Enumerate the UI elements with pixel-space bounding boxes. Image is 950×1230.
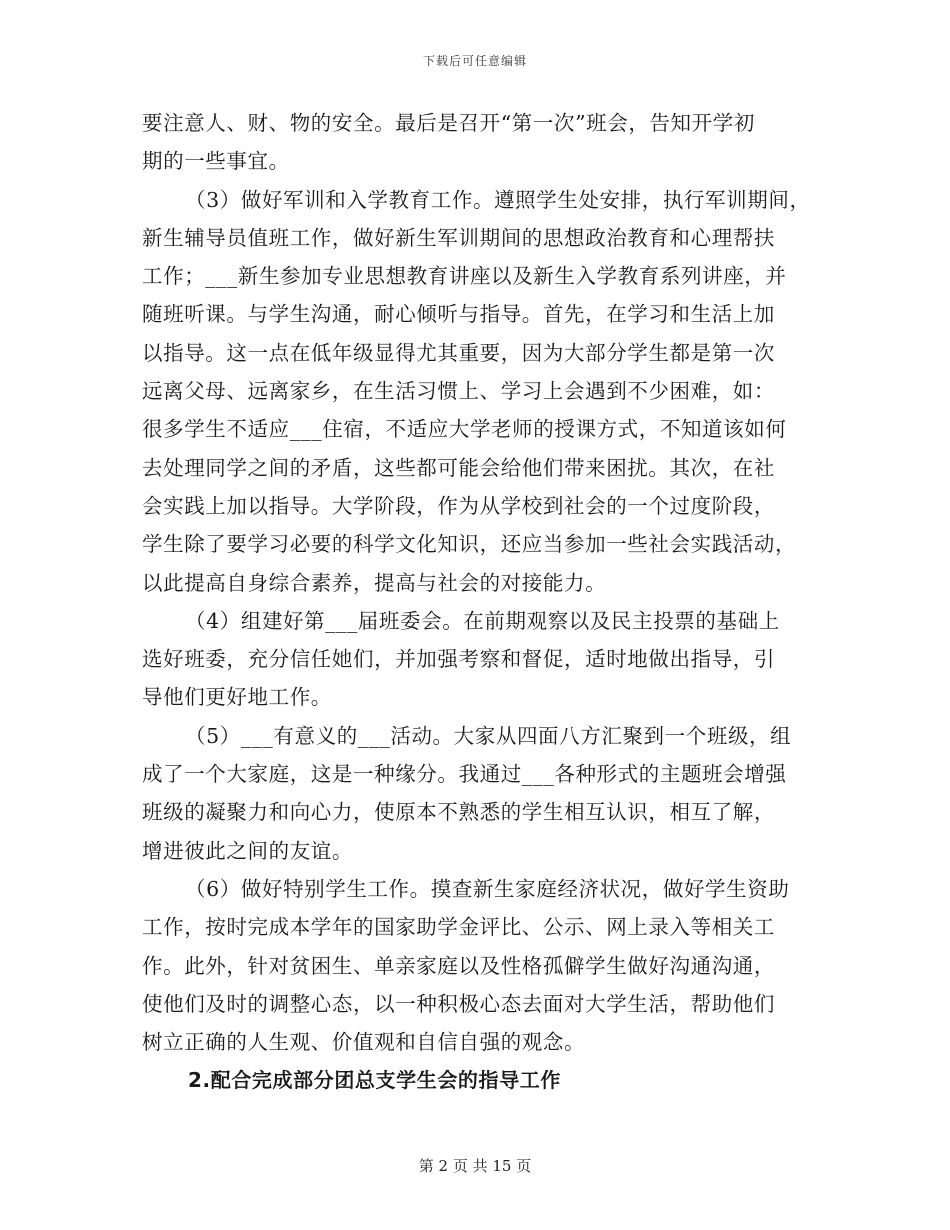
text-line: 使他们及时的调整心态，以一种积极心态去面对大学生活，帮助他们	[142, 991, 775, 1016]
text-line: 期的一些事宜。	[142, 149, 290, 174]
text-line: 学生除了要学习必要的科学文化知识，还应当参加一些社会实践活动，	[142, 532, 797, 557]
paragraph-3-start: （3）做好军训和入学教育工作。遵照学生处安排，执行军训期间，	[185, 187, 811, 212]
text-line: 作。此外，针对贫困生、单亲家庭以及性格孤僻学生做好沟通沟通，	[142, 953, 775, 978]
text-line: 很多学生不适应___住宿，不适应大学老师的授课方式，不知道该如何	[142, 417, 787, 442]
text-line: 工作，按时完成本学年的国家助学金评比、公示、网上录入等相关工	[142, 915, 775, 940]
page-footer: 第 2 页 共 15 页	[418, 1157, 532, 1175]
document-body	[142, 104, 832, 1100]
text-line: 班级的凝聚力和向心力，使原本不熟悉的学生相互认识，相互了解，	[142, 800, 775, 825]
text-line: 增进彼此之间的友谊。	[142, 838, 353, 863]
text-line: 远离父母、远离家乡，在生活习惯上、学习上会遇到不少困难，如：	[142, 379, 775, 404]
text-line: 随班听课。与学生沟通，耐心倾听与指导。首先，在学习和生活上加	[142, 302, 775, 327]
text-line: 导他们更好地工作。	[142, 685, 332, 710]
text-line: 树立正确的人生观、价值观和自信自强的观念。	[142, 1030, 586, 1055]
text-line: 以此提高自身综合素养，提高与社会的对接能力。	[142, 570, 607, 595]
text-line: 工作；___新生参加专业思想教育讲座以及新生入学教育系列讲座，并	[142, 264, 787, 289]
text-line: 新生辅导员值班工作，做好新生军训期间的思想政治教育和心理帮扶	[142, 225, 775, 250]
page-header: 下载后可任意编辑	[422, 54, 527, 68]
text-line: 以指导。这一点在低年级显得尤其重要，因为大部分学生都是第一次	[142, 340, 775, 365]
paragraph-4-start: （4）组建好第___届班委会。在前期观察以及民主投票的基础上	[185, 608, 780, 633]
text-line: 成了一个大家庭，这是一种缘分。我通过___各种形式的主题班会增强	[142, 762, 787, 787]
text-line: 会实践上加以指导。大学阶段，作为从学校到社会的一个过度阶段，	[142, 493, 775, 518]
paragraph-6-start: （6）做好特别学生工作。摸查新生家庭经济状况，做好学生资助	[185, 876, 790, 901]
text-line: 要注意人、财、物的安全。最后是召开“第一次”班会，告知开学初	[142, 111, 755, 135]
text-line: 去处理同学之间的矛盾，这些都可能会给他们带来困扰。其次，在社	[142, 455, 775, 480]
section-heading: 2.配合完成部分团总支学生会的指导工作	[188, 1068, 561, 1093]
paragraph-5-start: （5）___有意义的___活动。大家从四面八方汇聚到一个班级，组	[185, 723, 792, 748]
text-line: 选好班委，充分信任她们，并加强考察和督促，适时地做出指导，引	[142, 647, 775, 672]
